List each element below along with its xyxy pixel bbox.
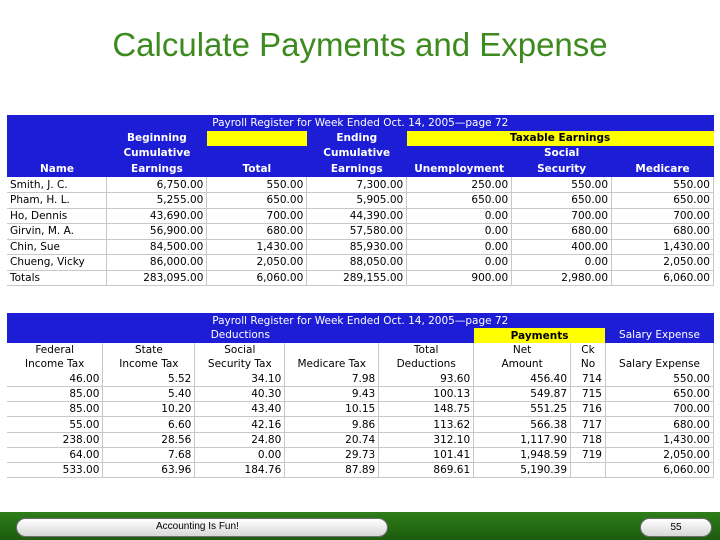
col-header <box>474 343 571 371</box>
cell-value: 6,060.00 <box>605 463 713 478</box>
col-group-salary-expense: Salary Expense <box>605 328 713 343</box>
cell-value: 680.00 <box>207 224 307 240</box>
cell-name: Totals <box>7 270 107 286</box>
cell-value: 64.00 <box>7 447 103 462</box>
cell-value: 85.00 <box>7 387 103 402</box>
col-header <box>195 343 285 371</box>
cell-value: 680.00 <box>605 417 713 432</box>
table-banner-row <box>7 115 714 131</box>
cell-name: Chueng, Vicky <box>7 255 107 271</box>
cell-value: 550.00 <box>207 177 307 193</box>
cell-value: 84,500.00 <box>107 239 207 255</box>
cell-value: 650.00 <box>605 387 713 402</box>
footer-text: Accounting Is Fun! <box>156 521 239 532</box>
cell-name: Ho, Dennis <box>7 208 107 224</box>
cell-value: 44,390.00 <box>307 208 407 224</box>
col-header-ending-1: Ending <box>307 131 407 147</box>
cell-value: 0.00 <box>195 447 285 462</box>
cell-value: 0.00 <box>407 255 512 271</box>
payroll-register-table-deductions <box>7 313 714 478</box>
table-banner-row <box>7 313 714 328</box>
cell-value: 700.00 <box>207 208 307 224</box>
cell-value: 680.00 <box>612 224 714 240</box>
cell-value: 700.00 <box>605 402 713 417</box>
cell-value: 9.43 <box>285 387 379 402</box>
cell-value: 550.00 <box>612 177 714 193</box>
cell-value: 86,000.00 <box>107 255 207 271</box>
cell-value: 2,050.00 <box>605 447 713 462</box>
table-row <box>7 193 714 209</box>
cell-value: 88,050.00 <box>307 255 407 271</box>
col-header-line: State <box>134 344 163 357</box>
col-header-unemployment: Unemployment <box>407 162 512 178</box>
cell-value: 2,050.00 <box>207 255 307 271</box>
col-header-beginning-3: Earnings <box>107 162 207 178</box>
cell-value: 46.00 <box>7 371 103 386</box>
table-row <box>7 447 714 462</box>
cell-value: 7.98 <box>285 371 379 386</box>
cell-value: 5,255.00 <box>107 193 207 209</box>
cell-value: 566.38 <box>474 417 571 432</box>
slide-title: Calculate Payments and Expense <box>112 26 608 63</box>
col-header-line: Security Tax <box>207 358 272 371</box>
col-header-ending-3: Earnings <box>307 162 407 178</box>
cell-value: 289,155.00 <box>307 270 407 286</box>
cell-value: 34.10 <box>195 371 285 386</box>
col-header-line: Total <box>413 344 439 357</box>
table-row <box>7 387 714 402</box>
cell-value: 10.20 <box>103 402 195 417</box>
cell-value: 5,190.39 <box>474 463 571 478</box>
cell-value: 101.41 <box>379 447 474 462</box>
cell-value: 0.00 <box>407 239 512 255</box>
col-header-line: Federal <box>35 344 75 357</box>
table-banner: Payroll Register for Week Ended Oct. 14, 2005—page 72 <box>7 313 714 328</box>
col-header-social-1: Social <box>512 146 612 162</box>
col-header <box>7 343 103 371</box>
cell-value: 2,980.00 <box>512 270 612 286</box>
col-header <box>605 343 713 371</box>
col-group-payments: Payments <box>474 328 606 343</box>
cell-value: 869.61 <box>379 463 474 478</box>
cell-value: 719 <box>571 447 606 462</box>
col-header-line: Ck <box>581 344 595 357</box>
table-row <box>7 177 714 193</box>
cell-value: 715 <box>571 387 606 402</box>
cell-value: 680.00 <box>512 224 612 240</box>
cell-value: 312.10 <box>379 432 474 447</box>
cell-value: 533.00 <box>7 463 103 478</box>
cell-value: 56,900.00 <box>107 224 207 240</box>
col-header-line: Medicare Tax <box>297 358 367 371</box>
cell-name: Chin, Sue <box>7 239 107 255</box>
table-row <box>7 432 714 447</box>
cell-value: 650.00 <box>407 193 512 209</box>
cell-value: 100.13 <box>379 387 474 402</box>
cell-value: 6,060.00 <box>612 270 714 286</box>
cell-value: 43.40 <box>195 402 285 417</box>
cell-value: 184.76 <box>195 463 285 478</box>
cell-value: 717 <box>571 417 606 432</box>
cell-value: 40.30 <box>195 387 285 402</box>
table-row <box>7 208 714 224</box>
cell-value: 93.60 <box>379 371 474 386</box>
cell-value: 10.15 <box>285 402 379 417</box>
col-header <box>571 343 606 371</box>
cell-value: 0.00 <box>512 255 612 271</box>
cell-value: 718 <box>571 432 606 447</box>
table-row <box>7 224 714 240</box>
cell-value: 549.87 <box>474 387 571 402</box>
col-header <box>285 343 379 371</box>
cell-value: 551.25 <box>474 402 571 417</box>
cell-name: Girvin, M. A. <box>7 224 107 240</box>
col-header-line <box>609 343 710 357</box>
cell-value: 1,117.90 <box>474 432 571 447</box>
table-row <box>7 239 714 255</box>
col-header-line: Salary Expense <box>619 358 700 371</box>
cell-value: 85.00 <box>7 402 103 417</box>
cell-value: 700.00 <box>512 208 612 224</box>
table-row <box>7 270 714 286</box>
cell-value: 400.00 <box>512 239 612 255</box>
cell-value: 0.00 <box>407 208 512 224</box>
cell-value: 550.00 <box>605 371 713 386</box>
col-header-beginning-2: Cumulative <box>107 146 207 162</box>
cell-value: 1,430.00 <box>207 239 307 255</box>
col-header-line: No <box>580 358 596 371</box>
cell-value: 5.40 <box>103 387 195 402</box>
page-number: 55 <box>640 518 712 537</box>
cell-value: 87.89 <box>285 463 379 478</box>
cell-value: 29.73 <box>285 447 379 462</box>
col-header-beginning-1: Beginning <box>107 131 207 147</box>
cell-name: Pham, H. L. <box>7 193 107 209</box>
cell-value: 1,430.00 <box>605 432 713 447</box>
table-row <box>7 463 714 478</box>
cell-value: 1,948.59 <box>474 447 571 462</box>
col-header-total: Total <box>207 162 307 178</box>
cell-value: 650.00 <box>207 193 307 209</box>
cell-value: 148.75 <box>379 402 474 417</box>
table-row <box>7 417 714 432</box>
cell-name: Smith, J. C. <box>7 177 107 193</box>
table-row <box>7 402 714 417</box>
col-header-ending-2: Cumulative <box>307 146 407 162</box>
cell-value: 63.96 <box>103 463 195 478</box>
cell-value: 20.74 <box>285 432 379 447</box>
table-row <box>7 371 714 386</box>
cell-value: 456.40 <box>474 371 571 386</box>
cell-value: 716 <box>571 402 606 417</box>
cell-value: 7,300.00 <box>307 177 407 193</box>
table-row <box>7 255 714 271</box>
col-header-social-2: Security <box>512 162 612 178</box>
cell-value: 283,095.00 <box>107 270 207 286</box>
cell-value: 650.00 <box>612 193 714 209</box>
col-header-line: Income Tax <box>25 358 85 371</box>
col-header-line: Amount <box>501 358 543 371</box>
cell-value: 1,430.00 <box>612 239 714 255</box>
cell-value: 7.68 <box>103 447 195 462</box>
cell-value: 28.56 <box>103 432 195 447</box>
cell-value: 5,905.00 <box>307 193 407 209</box>
cell-value: 6,750.00 <box>107 177 207 193</box>
cell-value: 550.00 <box>512 177 612 193</box>
cell-value: 650.00 <box>512 193 612 209</box>
cell-value: 85,930.00 <box>307 239 407 255</box>
cell-value: 5.52 <box>103 371 195 386</box>
cell-value <box>571 463 606 478</box>
cell-value: 238.00 <box>7 432 103 447</box>
cell-value: 6.60 <box>103 417 195 432</box>
col-header-line: Deductions <box>396 358 456 371</box>
col-header-line: Social <box>224 344 256 357</box>
cell-value: 57,580.00 <box>307 224 407 240</box>
table-banner: Payroll Register for Week Ended Oct. 14, 2005—page 72 <box>7 115 714 131</box>
col-header <box>103 343 195 371</box>
cell-value: 6,060.00 <box>207 270 307 286</box>
col-group-taxable-earnings: Taxable Earnings <box>407 131 714 147</box>
cell-value: 42.16 <box>195 417 285 432</box>
col-header-line: Income Tax <box>119 358 179 371</box>
cell-value: 24.80 <box>195 432 285 447</box>
cell-value: 43,690.00 <box>107 208 207 224</box>
col-header <box>379 343 474 371</box>
cell-value: 113.62 <box>379 417 474 432</box>
cell-value: 250.00 <box>407 177 512 193</box>
col-header-line <box>288 343 375 357</box>
cell-value: 700.00 <box>612 208 714 224</box>
col-group-deductions: Deductions <box>7 328 474 343</box>
col-header-line: Net <box>512 344 532 357</box>
cell-value: 900.00 <box>407 270 512 286</box>
cell-value: 714 <box>571 371 606 386</box>
cell-value: 55.00 <box>7 417 103 432</box>
cell-value: 2,050.00 <box>612 255 714 271</box>
col-header-medicare: Medicare <box>612 162 714 178</box>
col-header-name: Name <box>7 131 107 178</box>
cell-value: 9.86 <box>285 417 379 432</box>
payroll-register-table-earnings <box>7 115 714 286</box>
cell-value: 0.00 <box>407 224 512 240</box>
